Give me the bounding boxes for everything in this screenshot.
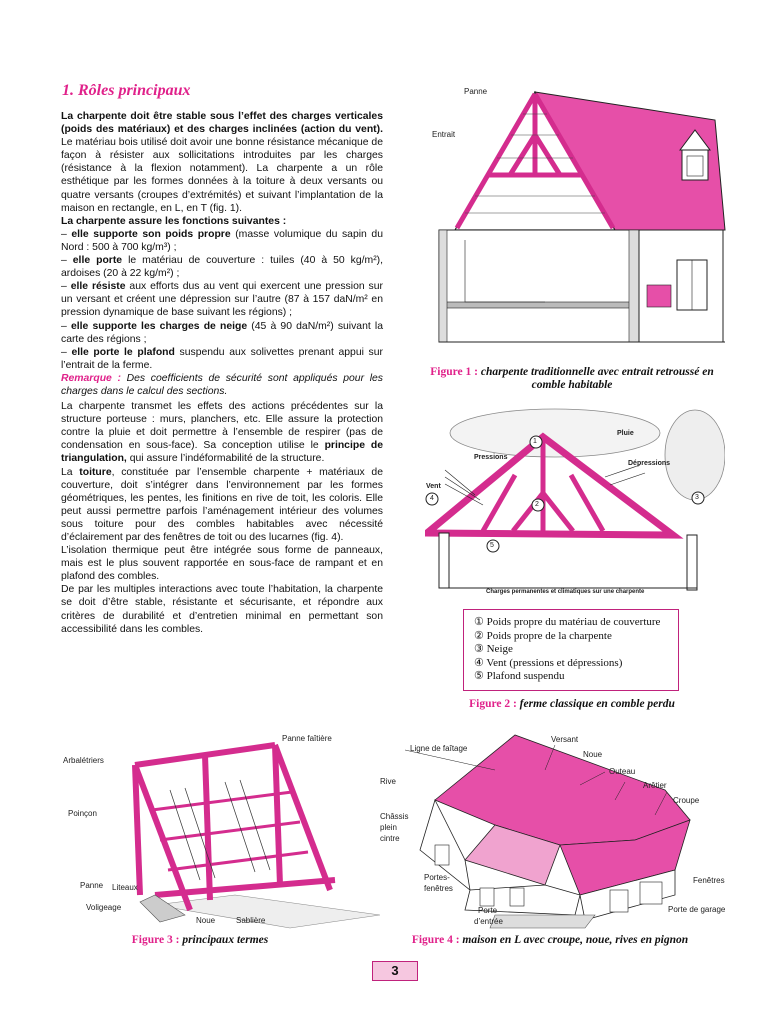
figure4-label-porte-entree: d’entrée (474, 917, 503, 926)
page-number: 3 (372, 961, 418, 981)
intro-bold: La charpente doit être stable sous l’effet des charges verticales (poids des matériaux) et des charges inclinées (action du vent). (61, 111, 383, 136)
figure3-label-poincon: Poinçon (68, 809, 97, 818)
legend-item: ④ Vent (pressions et dépressions) (474, 656, 623, 669)
figure3-label-sabliere: Sablière (236, 916, 266, 925)
function-item: – elle résiste aux efforts dus au vent qui exercent une pression sur un versant et créent une dépression sur l’autre (87 à 157 daN/m² en pression dynamique de base suivant les régions) ; (61, 281, 383, 319)
figure4-label-outeau: Outeau (609, 767, 636, 776)
figure2-marker: 5 (490, 542, 494, 549)
figure3-caption: Figure 3 : principaux termes (131, 934, 269, 946)
figure4-label-versant: Versant (551, 735, 579, 744)
figure4-label-portes-fenetres: fenêtres (424, 884, 453, 893)
figure4-label-rive: Rive (380, 777, 397, 786)
paragraph-structure: La charpente transmet les effets des actions précédentes sur la structure porteuse : murs, planchers, etc. Elle assure la protection contre la pluie et doit permettre à l’ensemble de respirer (pas de condensation en sous-face). Sa conception utilise le principe de triangulation, qui assure l’indéformabilité de la structure. (61, 401, 383, 465)
functions-title: La charpente assure les fonctions suivantes : (61, 215, 287, 227)
legend-item: ③ Neige (474, 643, 513, 656)
paragraph-isolation: L’isolation thermique peut être intégrée sous forme de panneaux, mais est le plus souvent rapportée en sous-face de rampant et en plafond des combles. (61, 545, 383, 583)
section-title: 1. Rôles principaux (62, 82, 191, 99)
figure2-illustration (425, 405, 725, 605)
function-item: – elle porte le plafond suspendu aux solivettes prenant appui sur l’entrait de la ferme. (61, 346, 383, 371)
figure1-illustration (425, 80, 730, 365)
figure4-label-chassis: cintre (380, 834, 400, 843)
paragraph-intro (61, 110, 383, 215)
figure3-label-panne-faitiere: Panne faîtière (282, 734, 332, 743)
figure3-label-voligeage: Voligeage (86, 903, 122, 912)
figure4-illustration (375, 730, 740, 930)
figure3-label-arbaletriers: Arbalétriers (63, 756, 104, 765)
figure1-label-entrait: Entrait (432, 130, 456, 139)
legend-item: ② Poids propre de la charpente (474, 629, 612, 642)
paragraph-toiture: La toiture, constituée par l’ensemble charpente + matériaux de couverture, doit s’intégrer dans l’environnement par les formes géométriques, les pentes, les finitions en rive de toit, les coloris. Elle peut aussi permettre parfois l’aménagement intérieur des volumes sous toiture pour des combles habitables avec nécessité d’éclairement par des fenêtres de toit ou des lucarnes (fig. 4). (61, 466, 383, 543)
legend-item: ① Poids propre du matériau de couverture (474, 616, 661, 628)
figure4-label-chassis: Châssis (380, 812, 409, 821)
function-item: – elle supporte les charges de neige (45 à 90 daN/m²) suivant la carte des régions ; (61, 320, 383, 345)
figure1-label-panne: Panne (464, 87, 488, 96)
figure4-label-noue: Noue (583, 750, 603, 759)
body-text-column (61, 110, 383, 636)
figure3-label-noue: Noue (196, 916, 216, 925)
function-item: – elle porte le matériau de couverture : tuiles (40 à 50 kg/m²), ardoises (20 à 22 kg/m²) ; (61, 255, 384, 280)
figure3-label-panne: Panne (80, 881, 104, 890)
legend-item: ⑤ Plafond suspendu (474, 670, 565, 683)
remark: Remarque : Des coefficients de sécurité sont appliqués pour les charges dans le calcul des sections. (61, 372, 383, 397)
figure2-marker: 3 (695, 494, 699, 501)
figure3-label-liteaux: Liteaux (112, 883, 138, 892)
intro-text: Le matériau bois utilisé doit avoir une bonne résistance mécanique de façon à résister aux sollicitations introduites par les charges (résistance à la flexion notamment). La charpente a un rôle esthétique par les formes données à la toiture à deux versants ou quatre versants (croupes d’extrémités) et suivant l’implantation de la maison en rectangle, en L, en T (fig. 1). (61, 137, 383, 214)
figure2-label-depressions: Dépressions (628, 460, 671, 467)
figure2-label-charges: Charges permanentes et climatiques sur une charpente (486, 589, 645, 595)
figure1-caption: Figure 1 : charpente traditionnelle avec entrait retroussé en comble habitable (430, 366, 714, 391)
figure4-label-ligne-faitage: Ligne de faîtage (410, 744, 468, 753)
figure4-caption: Figure 4 : maison en L avec croupe, noue, rives en pignon (411, 934, 689, 946)
figure4-label-chassis: plein (380, 823, 397, 832)
figure2-marker: 4 (430, 495, 434, 502)
figure4-label-arretier: Arêtier (643, 781, 667, 790)
figure2-label-pluie: Pluie (617, 430, 634, 437)
figure2-label-pressions: Pressions (474, 454, 508, 461)
figure2-marker: 1 (533, 438, 537, 445)
figure3-illustration (60, 730, 380, 930)
figure4-label-portes-fenetres: Portes- (424, 873, 450, 882)
figure4-label-fenetres: Fenêtres (693, 876, 725, 885)
figure4-label-porte-entree: Porte (478, 906, 498, 915)
paragraph-conclusion: De par les multiples interactions avec toute l’habitation, la charpente se doit d’être stable, résistante et sécurisante, et répondre aux critères de durabilité et d’entretien minimal en permettant son accessibilité dans les combles. (61, 584, 383, 635)
figure4-label-croupe: Croupe (673, 796, 700, 805)
figure2-marker: 2 (535, 501, 539, 508)
figure4-label-porte-garage: Porte de garage (668, 905, 726, 914)
figure2-label-vent: Vent (426, 483, 441, 490)
figure2-caption: Figure 2 : ferme classique en comble perdu (469, 698, 675, 710)
figure2-legend (463, 609, 679, 691)
function-item: – elle supporte son poids propre (masse volumique du sapin du Nord : 500 à 700 kg/m³) ; (61, 228, 383, 253)
